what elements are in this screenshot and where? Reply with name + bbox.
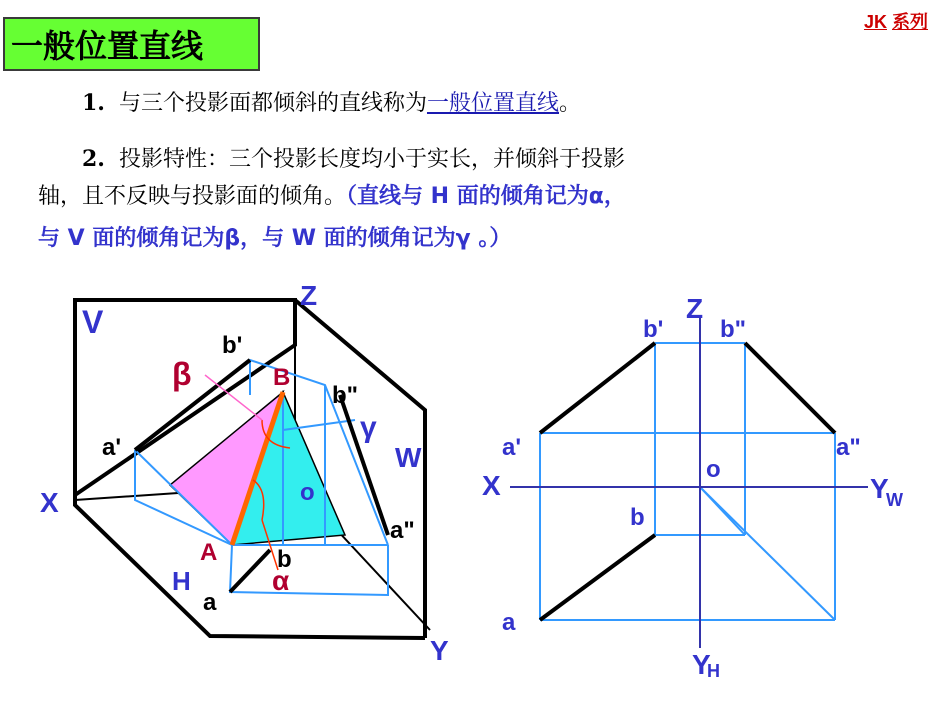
label-beta: β <box>172 356 192 392</box>
label-yh-sub: H <box>707 661 720 681</box>
label-a-prime-2d: a' <box>502 434 522 461</box>
label-yw: Y <box>870 473 889 504</box>
projection-line-w-2d <box>745 343 835 433</box>
projection-line-v-2d <box>540 343 655 433</box>
label-b-3d: b <box>277 546 292 573</box>
label-yw-sub: W <box>886 490 903 510</box>
label-b-prime-3d: b' <box>222 332 243 359</box>
label-b-dprime-2d: b" <box>720 316 747 343</box>
p1-term-link[interactable]: 一般位置直线 <box>426 91 559 116</box>
label-b-2d: b <box>630 504 645 531</box>
label-o-2d: o <box>706 456 721 483</box>
label-alpha: α <box>272 565 290 596</box>
label-x-2d: X <box>482 470 501 501</box>
label-point-a: A <box>200 539 218 566</box>
label-a-2d: a <box>502 609 516 636</box>
projection-line-h-2d <box>540 535 655 620</box>
label-o-3d: o <box>300 479 315 506</box>
p1-end: 。 <box>559 91 582 116</box>
p2-line1: 投影特性：三个投影长度均小于实长，并倾斜于投影 <box>118 147 625 172</box>
label-v: V <box>82 304 104 340</box>
label-gamma: γ <box>360 411 377 444</box>
label-b-prime-2d: b' <box>643 316 664 343</box>
label-w: W <box>395 442 422 473</box>
label-point-b: B <box>273 364 291 391</box>
label-yh: Y <box>692 649 711 680</box>
label-y-3d: Y <box>430 635 449 666</box>
p1-number: 1. <box>82 90 105 116</box>
label-h: H <box>172 566 191 596</box>
label-a-3d: a <box>203 589 217 616</box>
p2-line2: 轴，且不反映与投影面的倾角。 <box>38 184 347 209</box>
p2-number: 2. <box>82 146 105 172</box>
projection-lines-2d <box>540 343 835 620</box>
label-z-3d: Z <box>300 280 318 311</box>
p2-note-line1: （直线与 H 面的倾角记为α， <box>346 184 626 209</box>
page-title: 一般位置直线 <box>3 17 260 71</box>
label-x-3d: X <box>40 487 59 518</box>
label-a-dprime-3d: a" <box>390 517 415 544</box>
series-suffix: 系列 <box>892 12 928 32</box>
p1-text: 与三个投影面都倾斜的直线称为 <box>118 91 427 116</box>
p2-note-line2: 与 V 面的倾角记为β，与 W 面的倾角记为γ 。） <box>38 226 512 251</box>
label-z-2d: Z <box>686 293 704 324</box>
label-a-dprime-2d: a" <box>836 434 861 461</box>
label-a-prime-3d: a' <box>102 434 122 461</box>
series-prefix: JK <box>863 12 887 32</box>
label-b-dprime-3d: b" <box>332 382 359 409</box>
